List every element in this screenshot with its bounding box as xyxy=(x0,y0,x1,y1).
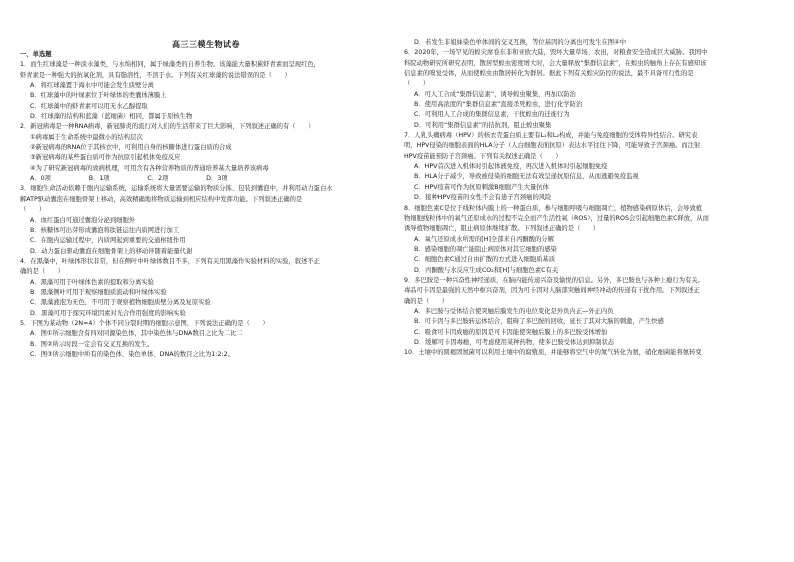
answer-option-line: C．在胞内运输过程中，内质网起到重要的交通枢纽作用 xyxy=(30,237,186,245)
question-text-line: 2．新冠病毒是一种RNA病毒，新冠肺炎的流行对人们的生活带来了巨大影响，下列叙述正确的有（ ） xyxy=(20,123,315,131)
question-text-line: 虾青素是一种强大的抗氧化剂，具有脂溶性，不溶于水。下列有关红球藻的说法错误的是（ ） xyxy=(20,71,291,79)
question-text-line: 3．细胞生命活动依赖于胞内运输系统，运输系统将大量需要运输的物质分拣、包装到囊泡中，并利用动力蛋白水 xyxy=(20,185,333,193)
question-text-line: 信息素的嗅觉受体，从而使蝗虫由散居转化为群居。据此下列有关蝗灾防控的说法，最不具备可行性的是 xyxy=(404,70,694,78)
answer-option-line: A．血红蛋白可通过囊泡分泌到细胞外 xyxy=(30,216,136,224)
answer-option-line: C．HPV疫苗可作为抗原刺激B细胞产生大量抗体 xyxy=(414,183,549,191)
question-text-line: 明，HPV侵染的细胞表面的HLA分子（人白细胞表面抗原）表达水平往往下降，可能导致子宫颈癌。而注射 xyxy=(404,142,701,150)
question-text-line: 5．下图为某动物（2N=4）个体不同分裂时期的细胞示意图，下列说法正确的是（ ） xyxy=(20,319,269,327)
answer-option-line: D．动力蛋白驱动囊泡在细胞骨架上的移动伴随着能量代谢 xyxy=(30,247,193,255)
answer-option-line: B．核糖体可出芽形成囊泡将肽链运往内质网进行加工 xyxy=(30,226,180,234)
answer-option-line: A．图①所示细胞含有四对同源染色体，其中染色体与DNA数目之比为二比二 xyxy=(30,330,243,338)
answer-option-line: C．吸食可卡因成瘾的原因是可卡因能使突触后膜上的多巴胺受体增加 xyxy=(414,328,608,336)
question-text-line: HPV疫苗能预防子宫颈癌。下列有关叙述正确是（ ） xyxy=(404,152,562,160)
question-text-line: （ ） xyxy=(404,80,430,88)
answer-option-line: A．可人工合成“集群信息素”，诱导蝗虫聚集，再加以防治 xyxy=(414,90,576,98)
answer-option-line: D．可利用“集群信息素”的拮抗剂，阻止蝗虫聚集 xyxy=(414,121,552,129)
question-text-line: 10．土壤中的圆褐固氮菌可以利用土壤中的腐殖质，并能够将空气中的氮气转化为氨，硝化细菌能将氨转变 xyxy=(404,349,702,357)
answer-option-line: B．HLA分子减少，导致被侵染的细胞无法有效呈递抗原信息，从而逃避免疫监视 xyxy=(414,173,639,181)
question-text-line: 9．多巴胺是一种兴奋性神经递质，在脑内能传递兴奋及愉悦的信息。另外，多巴胺也与各种上瘾行为有关。 xyxy=(404,276,704,284)
question-text-line: 8．细胞色素C是位于线粒体内膜上的一种蛋白质，参与细胞呼吸与细胞凋亡，植物感染病原体后，会导致植 xyxy=(404,204,703,212)
answer-option-line: ①病毒属于生命系统中最微小的结构层次 xyxy=(30,133,143,141)
answer-option-line: A．多巴胺与受体结合使突触后膜发生的电位变化是外负内正—外正内负 xyxy=(414,307,614,315)
answer-option-line: D．黑藻可用于探究环境因素对光合作用强度的影响实验 xyxy=(30,309,186,317)
answer-option-line: B．使用高浓度的“集群信息素”直接杀死蝗虫，进行化学防治 xyxy=(414,101,583,109)
answer-option-line: ②新冠病毒的RNA位于其核衣中，可利用自身的核糖体进行蛋白质的合成 xyxy=(30,144,232,152)
answer-option-line: C．红球藻中的虾青素可以用无水乙醇提取 xyxy=(30,102,148,110)
answer-option-line: B．图②所示时段一定会有交叉互换的发生。 xyxy=(30,340,154,348)
column-spacer xyxy=(20,38,392,50)
left-column xyxy=(20,38,392,360)
question-text-line: 毒品可卡因是最强的天然中枢兴奋剂，因为可卡因对人脑部突触间神经冲动的传递有干扰作用。下列叙述正 xyxy=(404,287,700,295)
answer-option-line: D．红球藻的结构和蓝藻（蓝细菌）相同，都属于原核生物 xyxy=(30,113,193,121)
answer-option-line: C．图③所示细胞中所有的染色体、染色单体、DNA的数目之比为1:2:2。 xyxy=(30,350,234,358)
answer-option-line: C．细胞色素C通过自由扩散的方式进入细胞质基质 xyxy=(414,256,556,264)
answer-option-line: C．黑藻液泡为无色，不可用于观察植物细胞质壁分离及复原实验 xyxy=(30,299,211,307)
question-text-line: 确的是（ ） xyxy=(20,268,65,276)
question-text-line: 6．2020年，一场罕见的蝗灾席卷东非和亚欧大陆，毁坏大量草场、农田，对粮食安全造成巨大威胁。我国中 xyxy=(404,49,708,57)
question-text-line: 解ATP驱动囊泡在细胞骨架上移动，高效精确地将物质运输到相应结构中发挥功能。下列叙述正确的是 xyxy=(20,195,303,203)
answer-option-line: A．HPV首次进入机体时引起体液免疫，再次进入机体时引起细胞免疫 xyxy=(414,163,608,171)
answer-option-line: ③新冠病毒的某些蛋白质可作为抗原引起机体免疫反应 xyxy=(30,154,181,162)
answer-option-line: A．氧气还原成水所需的[H]全部来自丙酮酸的分解 xyxy=(414,235,554,243)
question-text-line: 物细胞线粒体中的氧气还原成水的过程不完全而产生活性氧（ROS），过量的ROS会引起细胞色素C释放，从而 xyxy=(404,214,709,222)
question-text-line: 1．而生红球藻是一种淡水藻类，与水绵相同，属于绿藻类的自养生物。该藻能大量积累虾青素而呈现红色， xyxy=(20,61,320,69)
answer-option-line: A．将红球藻置于海水中可能会发生质壁分离 xyxy=(30,82,154,90)
answer-option-line: D．缓解可卡因毒瘾，可考虑使用某种药物，使多巴胺受体达到抑制状态 xyxy=(414,338,615,346)
right-column xyxy=(404,38,776,359)
section-heading: 一、单选题 xyxy=(20,51,52,58)
answer-option-line: D．丙酮酸与水反应生成CO₂和[H]与细胞色素C有关 xyxy=(414,266,559,274)
answer-option-line: B．感染细胞的凋亡能阻止病原体对其它细胞的感染 xyxy=(414,245,557,253)
answer-option-line: C．可利用人工合成的集群信息素，干扰蝗虫的迁徙行为 xyxy=(414,111,570,119)
page-title: 高三三模生物试卷 xyxy=(172,39,240,49)
answer-option-line: B．红球藻中的叶绿素位于叶绿体的类囊体薄膜上 xyxy=(30,92,167,100)
question-text-line: 4．在黑藻中，叶绿体形状非常，但在侧叶中叶绿体数目不多，下列有关用黑藻作实验材料的实验，叙述不正 xyxy=(20,257,320,265)
answer-option-line: A．0项 B．1项 C．2项 D．3项 xyxy=(30,175,228,183)
question-text-line: 7．人乳头瘤病毒（HPV）的核衣壳蛋白质主要有L₁和L₂构成，并能与免疫细胞的受体特异性结合。研究表 xyxy=(404,132,698,140)
answer-option-line: B．黑藻侧叶可用于观察细胞质流动和叶绿体实验 xyxy=(30,288,167,296)
answer-option-line: A．黑藻可用于叶绿体色素的提取和分离实验 xyxy=(30,278,154,286)
answer-option-line: D．接种HPV疫苗的女性不会有患子宫颈癌的风险 xyxy=(414,194,552,202)
question-text-line: 诱导植物细胞凋亡，阻止病原体继续扩散。下列叙述正确的是（ ） xyxy=(404,225,600,233)
answer-option-line: B．可卡因与多巴胺转运体结合，阻碍了多巴胺的回收，延长了其对大脑的刺激，产生快感 xyxy=(414,318,664,326)
question-text-line: 确的是（ ） xyxy=(404,297,449,305)
question-text-line: 科院动物研究所研究表明，散居型蝗虫密度增大时，会大量释放“集群信息素”，在蝗虫的触角上存在有感知该 xyxy=(404,59,707,67)
answer-option-line: D．若发生非姐妹染色单体间的交叉互换，等位基因的分离也可发生在图④中 xyxy=(414,39,626,46)
answer-option-line: ④为了研究新冠病毒的致病机理，可用含有各种营养物质的普通培养基大量培养该病毒 xyxy=(30,164,269,172)
question-text-line: （ ） xyxy=(20,206,46,214)
